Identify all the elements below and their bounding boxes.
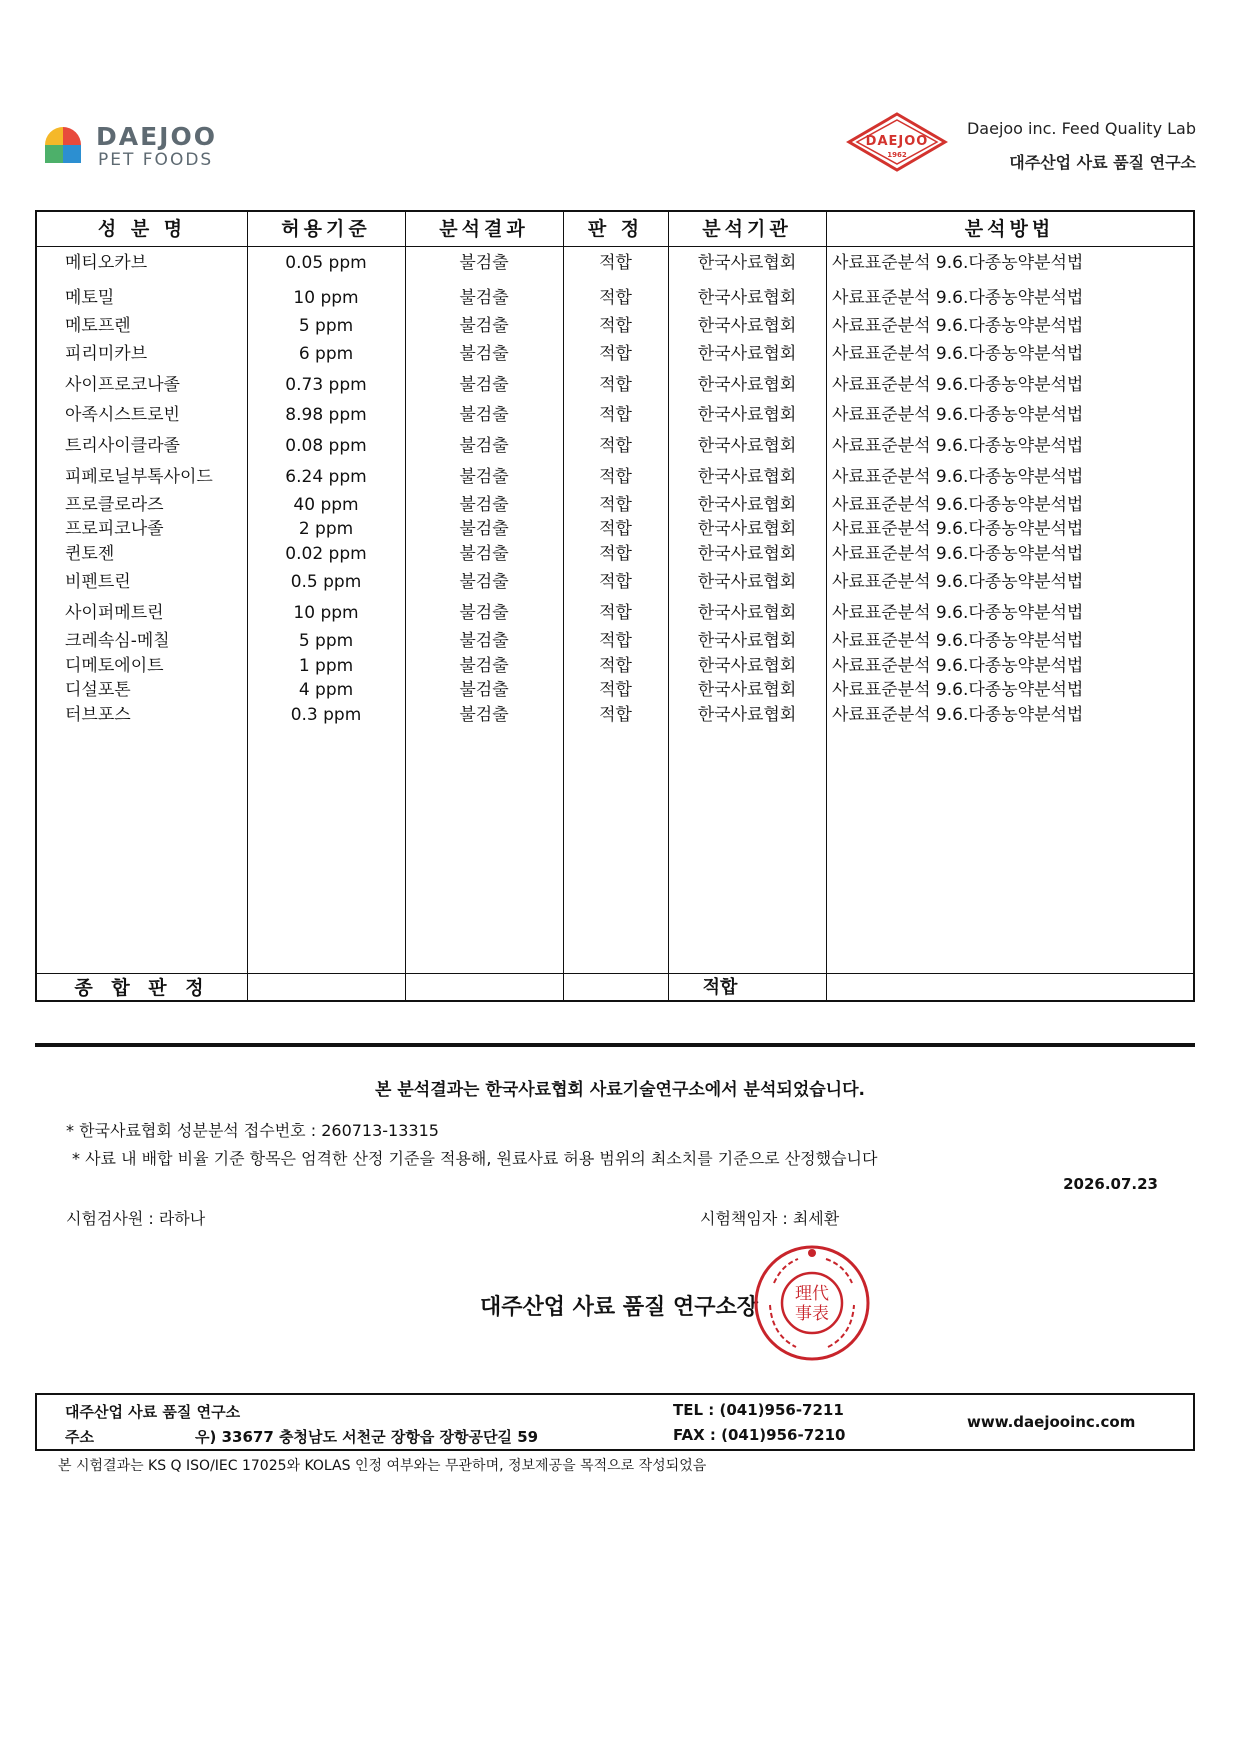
analysis-result: 불검출	[459, 467, 509, 487]
analysis-result: 불검출	[459, 631, 509, 651]
table-row	[37, 600, 1193, 626]
footer-telephone: TEL : (041)956-7211	[673, 1401, 844, 1419]
component-name: 피페로닐부톡사이드	[65, 467, 213, 487]
analysis-org: 한국사료협회	[697, 253, 797, 273]
analysis-method: 사료표준분석 9.6.다종농약분석법	[832, 572, 1084, 592]
analysis-method: 사료표준분석 9.6.다종농약분석법	[832, 253, 1084, 273]
analysis-org: 한국사료협회	[697, 288, 797, 308]
analysis-result: 불검출	[459, 436, 509, 456]
accreditation-disclaimer: 본 시험결과는 KS Q ISO/IEC 17025와 KOLAS 인정 여부와는 무관하며, 정보제공을 목적으로 작성되었음	[58, 1458, 707, 1474]
analysis-org: 한국사료협회	[697, 519, 797, 539]
table-row	[37, 569, 1193, 595]
tester-name: 시험검사원 : 라하나	[66, 1209, 206, 1228]
table-row	[37, 464, 1193, 490]
footer-website-link[interactable]: www.daejooinc.com	[967, 1413, 1136, 1431]
analysis-org: 한국사료협회	[697, 631, 797, 651]
lab-name-english: Daejoo inc. Feed Quality Lab	[966, 119, 1196, 138]
contact-footer	[35, 1393, 1195, 1451]
analysis-method: 사료표준분석 9.6.다종농약분석법	[832, 436, 1084, 456]
component-name: 퀸토젠	[65, 544, 115, 564]
judgment: 적합	[599, 405, 632, 425]
analysis-org: 한국사료협회	[697, 544, 797, 564]
analysis-method: 사료표준분석 9.6.다종농약분석법	[832, 344, 1084, 364]
table-row	[37, 702, 1193, 728]
analysis-method: 사료표준분석 9.6.다종농약분석법	[832, 680, 1084, 700]
footer-org-name: 대주산업 사료 품질 연구소	[65, 1403, 241, 1421]
header-allowable-limit: 허용기준	[281, 218, 371, 240]
allowable-limit: 40 ppm	[293, 495, 359, 515]
component-name: 프로피코나졸	[65, 519, 164, 539]
judgment: 적합	[599, 467, 632, 487]
judgment: 적합	[599, 656, 632, 676]
allowable-limit: 5 ppm	[298, 316, 354, 336]
analysis-org: 한국사료협회	[697, 572, 797, 592]
analysis-result: 불검출	[459, 288, 509, 308]
report-date: 2026.07.23	[1063, 1175, 1158, 1193]
judgment: 적합	[599, 495, 632, 515]
judgment: 적합	[599, 544, 632, 564]
allowable-limit: 0.02 ppm	[285, 544, 367, 564]
table-row	[37, 492, 1193, 518]
judgment: 적합	[599, 631, 632, 651]
analysis-result: 불검출	[459, 519, 509, 539]
header-analysis-method: 분석방법	[964, 218, 1055, 240]
header-divider	[37, 246, 1193, 247]
component-name: 크레속심-메칠	[65, 631, 170, 651]
component-name: 디설포톤	[65, 680, 131, 700]
analysis-result: 불검출	[459, 705, 509, 725]
allowable-limit: 2 ppm	[298, 519, 354, 539]
analysis-org: 한국사료협회	[697, 495, 797, 515]
allowable-limit: 10 ppm	[293, 603, 359, 623]
analysis-org: 한국사료협회	[697, 705, 797, 725]
header-analysis-result: 분석결과	[439, 218, 529, 240]
analysis-method: 사료표준분석 9.6.다종농약분석법	[832, 656, 1084, 676]
svg-text:事表: 事表	[795, 1304, 829, 1324]
allowable-limit: 1 ppm	[298, 656, 354, 676]
brand-sub: PET FOODS	[98, 150, 214, 170]
analysis-result: 불검출	[459, 656, 509, 676]
component-name: 사이퍼메트린	[65, 603, 164, 623]
judgment: 적합	[599, 603, 632, 623]
analysis-org: 한국사료협회	[697, 344, 797, 364]
judgment: 적합	[599, 705, 632, 725]
allowable-limit: 0.73 ppm	[285, 375, 367, 395]
receipt-number-note: * 한국사료협회 성분분석 접수번호 : 260713-13315	[66, 1121, 439, 1140]
brand-mark-icon	[44, 126, 82, 164]
header-analysis-org: 분석기관	[702, 218, 792, 240]
table-row	[37, 628, 1193, 654]
analysis-org: 한국사료협회	[697, 467, 797, 487]
header-component-name: 성 분 명	[97, 218, 187, 240]
overall-judgment-value: 적합	[702, 977, 738, 998]
analysis-method: 사료표준분석 9.6.다종농약분석법	[832, 375, 1084, 395]
table-row	[37, 402, 1193, 428]
lab-name-korean: 대주산업 사료 품질 연구소	[1009, 153, 1196, 172]
analysis-method: 사료표준분석 9.6.다종농약분석법	[832, 467, 1084, 487]
allowable-limit: 6.24 ppm	[285, 467, 367, 487]
analysis-result: 불검출	[459, 375, 509, 395]
judgment: 적합	[599, 519, 632, 539]
analysis-method: 사료표준분석 9.6.다종농약분석법	[832, 288, 1084, 308]
official-seal-icon	[752, 1243, 872, 1363]
footer-fax: FAX : (041)956-7210	[673, 1426, 846, 1444]
analysis-method: 사료표준분석 9.6.다종농약분석법	[832, 544, 1084, 564]
table-row	[37, 250, 1193, 276]
table-row	[37, 433, 1193, 459]
judgment: 적합	[599, 288, 632, 308]
table-row	[37, 677, 1193, 703]
allowable-limit: 0.5 ppm	[290, 572, 362, 592]
analysis-org: 한국사료협회	[697, 680, 797, 700]
judgment: 적합	[599, 316, 632, 336]
table-row	[37, 372, 1193, 398]
analysis-org: 한국사료협회	[697, 375, 797, 395]
allowable-limit: 0.3 ppm	[290, 705, 362, 725]
component-name: 메토밀	[65, 288, 115, 308]
footer-address-label: 주소	[65, 1428, 94, 1446]
allowable-limit: 4 ppm	[298, 680, 354, 700]
component-name: 아족시스트로빈	[65, 405, 180, 425]
daejoo-pet-foods-logo	[44, 124, 254, 168]
judgment: 적합	[599, 572, 632, 592]
component-name: 프로클로라즈	[65, 495, 164, 515]
analysis-method: 사료표준분석 9.6.다종농약분석법	[832, 316, 1084, 336]
footer-address: 우) 33677 충청남도 서천군 장항읍 장항공단길 59	[195, 1428, 539, 1446]
allowable-limit: 0.05 ppm	[285, 253, 367, 273]
component-name: 터브포스	[65, 705, 131, 725]
analysis-result: 불검출	[459, 680, 509, 700]
analysis-org: 한국사료협회	[697, 436, 797, 456]
component-name: 피리미카브	[65, 344, 148, 364]
component-name: 메티오카브	[65, 253, 148, 273]
analysis-org: 한국사료협회	[697, 603, 797, 623]
analysis-method: 사료표준분석 9.6.다종농약분석법	[832, 495, 1084, 515]
analysis-results-table	[35, 210, 1195, 1002]
judgment: 적합	[599, 344, 632, 364]
allowable-limit: 0.08 ppm	[285, 436, 367, 456]
analysis-result: 불검출	[459, 253, 509, 273]
analysis-statement: 본 분석결과는 한국사료협회 사료기술연구소에서 분석되었습니다.	[375, 1080, 865, 1100]
analysis-result: 불검출	[459, 405, 509, 425]
manager-name: 시험책임자 : 최세환	[700, 1209, 840, 1228]
allowable-limit: 5 ppm	[298, 631, 354, 651]
table-row	[37, 285, 1193, 311]
analysis-org: 한국사료협회	[697, 316, 797, 336]
analysis-method: 사료표준분석 9.6.다종농약분석법	[832, 405, 1084, 425]
analysis-method: 사료표준분석 9.6.다종농약분석법	[832, 519, 1084, 539]
judgment: 적합	[599, 253, 632, 273]
judgment: 적합	[599, 680, 632, 700]
daejoo-1962-emblem-icon	[845, 112, 949, 172]
analysis-method: 사료표준분석 9.6.다종농약분석법	[832, 603, 1084, 623]
component-name: 디메토에이트	[65, 656, 164, 676]
table-row	[37, 541, 1193, 567]
section-divider	[35, 1043, 1195, 1047]
table-row	[37, 653, 1193, 679]
analysis-method: 사료표준분석 9.6.다종농약분석법	[832, 631, 1084, 651]
analysis-result: 불검출	[459, 572, 509, 592]
component-name: 메토프렌	[65, 316, 131, 336]
svg-text:理代: 理代	[795, 1284, 829, 1304]
allowable-limit: 10 ppm	[293, 288, 359, 308]
brand-name: DAEJOO	[96, 122, 217, 151]
judgment: 적합	[599, 436, 632, 456]
svg-text:DAEJOO: DAEJOO	[865, 134, 929, 149]
allowable-limit: 8.98 ppm	[285, 405, 367, 425]
analysis-result: 불검출	[459, 495, 509, 515]
table-row	[37, 516, 1193, 542]
analysis-result: 불검출	[459, 544, 509, 564]
overall-judgment-label: 종 합 판 정	[74, 977, 210, 999]
component-name: 비펜트린	[65, 572, 131, 592]
header-judgment: 판 정	[587, 218, 644, 240]
analysis-org: 한국사료협회	[697, 656, 797, 676]
component-name: 트리사이클라졸	[65, 436, 180, 456]
director-signature-line: 대주산업 사료 품질 연구소장	[480, 1295, 759, 1320]
calculation-note: * 사료 내 배합 비율 기준 항목은 엄격한 산정 기준을 적용해, 원료사료 허용 범위의 최소치를 기준으로 산정했습니다	[72, 1149, 878, 1168]
analysis-org: 한국사료협회	[697, 405, 797, 425]
component-name: 사이프로코나졸	[65, 375, 180, 395]
judgment: 적합	[599, 375, 632, 395]
table-row	[37, 341, 1193, 367]
allowable-limit: 6 ppm	[298, 344, 354, 364]
table-row	[37, 313, 1193, 339]
analysis-method: 사료표준분석 9.6.다종농약분석법	[832, 705, 1084, 725]
analysis-result: 불검출	[459, 603, 509, 623]
svg-text:1962: 1962	[887, 151, 907, 159]
analysis-result: 불검출	[459, 316, 509, 336]
analysis-result: 불검출	[459, 344, 509, 364]
